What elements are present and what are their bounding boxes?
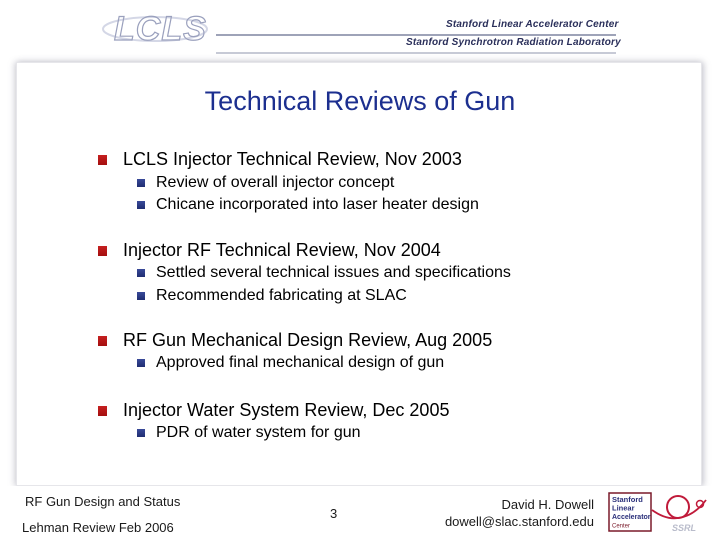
header-lab-name-2: Stanford Synchrotron Radiation Laboratory — [406, 37, 621, 48]
sub-bullet-square-icon — [137, 201, 145, 209]
sub-bullet-item: Review of overall injector concept — [156, 174, 395, 191]
logo-line: Stanford — [612, 495, 643, 504]
sub-bullet-item: Settled several technical issues and specifications — [156, 264, 511, 281]
sub-bullet-item: Approved final mechanical design of gun — [156, 354, 445, 371]
bullet-item: LCLS Injector Technical Review, Nov 2003 — [123, 149, 462, 169]
slide-title: Technical Reviews of Gun — [204, 86, 516, 116]
page-number: 3 — [330, 506, 338, 521]
bullet-square-icon — [98, 336, 107, 346]
sub-bullet-item: Chicane incorporated into laser heater design — [156, 196, 479, 213]
logo-line: Accelerator — [612, 514, 651, 521]
footer-event: Lehman Review Feb 2006 — [22, 520, 174, 535]
sub-bullet-square-icon — [137, 179, 145, 187]
footer-email: dowell@slac.stanford.edu — [444, 514, 594, 529]
header-rule-top — [216, 34, 616, 36]
ssrl-logo-text: SSRL — [672, 523, 697, 533]
footer-talk-title: RF Gun Design and Status — [25, 494, 181, 509]
bullet-square-icon — [98, 406, 107, 416]
bullet-item: RF Gun Mechanical Design Review, Aug 2005 — [123, 330, 493, 350]
sub-bullet-square-icon — [137, 269, 145, 277]
lcls-logo-text: LCLS — [114, 10, 207, 48]
slac-ssrl-logo — [608, 490, 712, 534]
lcls-logo — [100, 4, 210, 48]
sub-bullet-item: PDR of water system for gun — [156, 424, 361, 441]
bullet-item: Injector RF Technical Review, Nov 2004 — [123, 240, 441, 260]
sub-bullet-item: Recommended fabricating at SLAC — [156, 287, 407, 304]
slide-header — [0, 0, 720, 62]
header-lab-name-1: Stanford Linear Accelerator Center — [446, 19, 619, 30]
sub-bullet-square-icon — [137, 359, 145, 367]
header-rule-bottom — [216, 52, 616, 54]
sub-bullet-square-icon — [137, 292, 145, 300]
bullet-square-icon — [98, 246, 107, 256]
logo-line: Center — [612, 523, 631, 530]
logo-line: Linear — [612, 503, 635, 513]
sub-bullet-square-icon — [137, 429, 145, 437]
footer-author: David H. Dowell — [501, 497, 594, 512]
bullet-square-icon — [98, 155, 107, 165]
bullet-item: Injector Water System Review, Dec 2005 — [123, 400, 450, 420]
